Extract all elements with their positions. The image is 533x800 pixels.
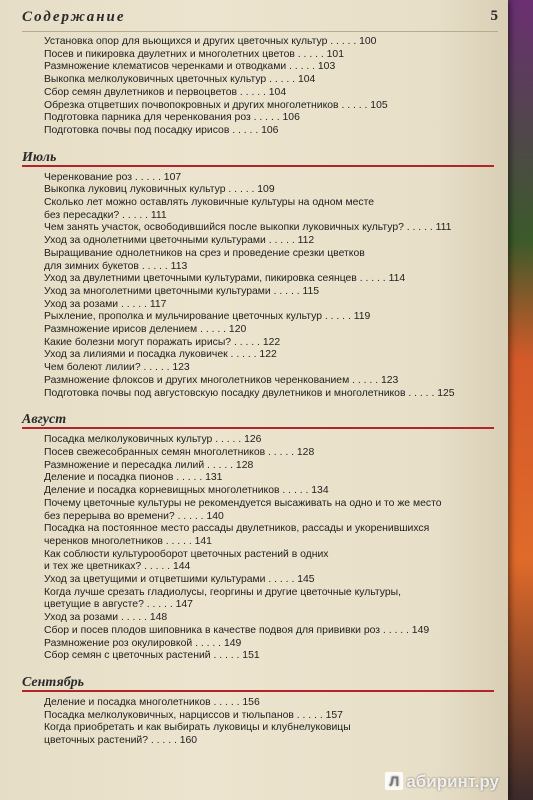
toc-content <box>22 36 502 748</box>
toc-entry: Выкопка луковиц луковичных культур . . . . . 109 <box>44 184 275 196</box>
section-title: Июль <box>22 149 57 165</box>
toc-entry: Сбор семян с цветочных растений . . . . . 151 <box>44 650 260 662</box>
toc-entry: Посадка мелколуковичных, нарциссов и тюльпанов . . . . . 157 <box>44 709 343 721</box>
toc-entry: Размножение клематисов черенками и отводками . . . . . 103 <box>44 61 336 73</box>
watermark-text: абиринт.ру <box>406 772 499 791</box>
toc-entry: Выкопка мелколуковичных цветочных культур . . . . . 104 <box>44 74 316 86</box>
toc-entry: Уход за однолетними цветочными культурами . . . . . 112 <box>44 235 315 247</box>
toc-entry: Подготовка почвы под августовскую посадку двулетников и многолетников . . . . . 125 <box>44 387 455 399</box>
toc-entry: Посев и пикировка двулетних и многолетних цветов . . . . . 101 <box>44 48 344 60</box>
toc-entry: Деление и посадка пионов . . . . . 131 <box>44 472 223 484</box>
toc-entry: Размножение роз окулировкой . . . . . 149 <box>44 637 242 649</box>
toc-entry: черенков многолетников . . . . . 141 <box>44 535 212 547</box>
toc-entry: Когда приобретать и как выбирать луковицы и клубнелуковицы <box>44 722 351 734</box>
toc-entry: Чем занять участок, освободившийся после выкопки луковичных культур? . . . . . 111 <box>44 222 452 234</box>
toc-entry: Обрезка отцветших почвопокровных и других многолетников . . . . . 105 <box>44 99 388 111</box>
header-divider <box>22 31 498 32</box>
toc-entry: Сколько лет можно оставлять луковичные культуры на одном месте <box>44 197 375 209</box>
toc-entry: Уход за розами . . . . . 148 <box>44 612 168 624</box>
watermark <box>385 772 499 792</box>
section-heading <box>22 148 502 170</box>
section-title: Сентябрь <box>22 674 85 690</box>
page-number: 5 <box>490 8 498 24</box>
section-rule <box>22 690 494 692</box>
toc-entry: цветочных растений? . . . . . 160 <box>44 735 198 747</box>
section-heading <box>22 410 502 432</box>
toc-entry: Посадка мелколуковичных культур . . . . . 126 <box>44 434 262 446</box>
toc-entry: Черенкование роз . . . . . 107 <box>44 171 182 183</box>
toc-entry: Чем болеют лилии? . . . . . 123 <box>44 362 190 374</box>
toc-entry: Деление и посадка корневищных многолетников . . . . . 134 <box>44 485 329 497</box>
toc-entry: Размножение флоксов и других многолетников черенкованием . . . . . 123 <box>44 374 399 386</box>
toc-entry: и тех же цветниках? . . . . . 144 <box>44 561 191 573</box>
toc-entry: Как соблюсти культурооборот цветочных растений в одних <box>44 548 329 560</box>
page-title: Содержание <box>22 9 126 25</box>
toc-entry: без пересадки? . . . . . 111 <box>44 209 167 221</box>
toc-entry: для зимних букетов . . . . . 113 <box>44 260 188 272</box>
section-heading <box>22 673 502 695</box>
toc-entry: Уход за двулетними цветочными культурами, пикировка сеянцев . . . . . 114 <box>44 273 406 285</box>
running-head <box>22 8 498 30</box>
toc-entry: Размножение и пересадка лилий . . . . . 128 <box>44 459 254 471</box>
toc-entry: Уход за цветущими и отцветшими культурами . . . . . 145 <box>44 574 315 586</box>
toc-entry: Посев свежесобранных семян многолетников . . . . . 128 <box>44 446 315 458</box>
toc-entry: без перерыва во времени? . . . . . 140 <box>44 510 224 522</box>
toc-entry: Установка опор для вьющихся и других цветочных культур . . . . . 100 <box>44 36 377 47</box>
section-rule <box>22 165 494 167</box>
toc-entry: Сбор семян двулетников и первоцветов . . . . . 104 <box>44 86 287 98</box>
toc-entry: Уход за многолетними цветочными культурами . . . . . 115 <box>44 285 320 297</box>
toc-entry: Деление и посадка многолетников . . . . . 156 <box>44 696 260 708</box>
toc-entry: Рыхление, прополка и мульчирование цветочных культур . . . . . 119 <box>44 311 371 323</box>
section-rule <box>22 427 494 429</box>
toc-entry: Почему цветочные культуры не рекомендуется высаживать на одно и то же место <box>44 497 442 509</box>
watermark-logo-icon: Л <box>385 772 403 790</box>
toc-entry: Подготовка почвы под посадку ирисов . . . . . 106 <box>44 124 279 136</box>
toc-entry: Уход за лилиями и посадка луковичек . . . . . 122 <box>44 349 277 361</box>
toc-entry: Когда лучше срезать гладиолусы, георгины и другие цветочные культуры, <box>44 586 401 598</box>
toc-entry: Уход за розами . . . . . 117 <box>44 298 167 310</box>
toc-entry: Размножение ирисов делением . . . . . 120 <box>44 324 247 336</box>
toc-entry: Какие болезни могут поражать ирисы? . . . . . 122 <box>44 336 281 348</box>
toc-entry: Посадка на постоянное место рассады двулетников, рассады и укоренившихся <box>44 523 430 535</box>
section-title: Август <box>22 412 67 428</box>
toc-entry: Выращивание однолетников на срез и проведение срезки цветков <box>44 247 365 259</box>
toc-entry: цветущие в августе? . . . . . 147 <box>44 599 193 611</box>
toc-entry: Сбор и посев плодов шиповника в качестве подвоя для прививки роз . . . . . 149 <box>44 624 430 636</box>
toc-entry: Подготовка парника для черенкования роз . . . . . 106 <box>44 112 300 124</box>
